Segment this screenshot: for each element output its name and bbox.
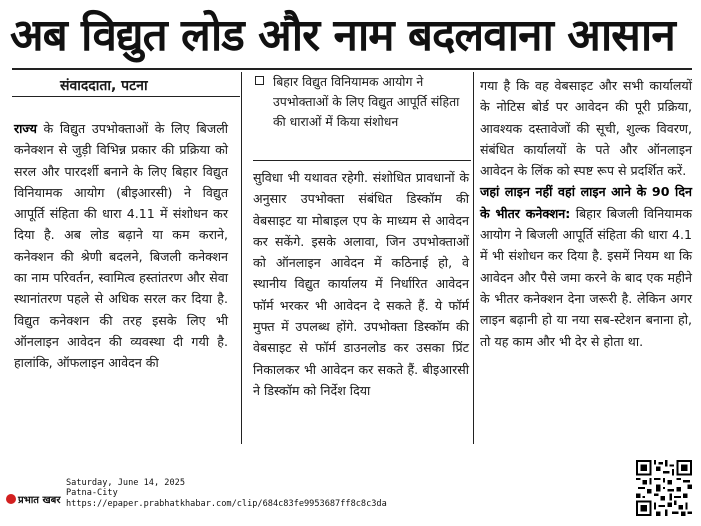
column-3-text-2: बिहार बिजली विनियामक आयोग ने बिजली आपूर्ति संहिता की धारा 4.1 में भी संशोधन कर दिया है. इसमें नियम था कि आवेदन और पैसे जमा करने के बाद एक महीने के भीतर कनेक्शन देना जरूरी है. लेकिन अगर लाइन बढ़ानी हो या नया सब-स्टेशन बनाना हो, तो यह काम और भी देर से होता था.	[480, 205, 692, 349]
lead-word: राज्य	[14, 121, 37, 136]
subheading: जहां लाइन नहीं वहां लाइन आने के 90 दिन के भीतर कनेक्शन:	[480, 184, 692, 221]
prabhat-khabar-logo	[6, 492, 61, 508]
column-2	[253, 167, 469, 401]
column-1-text: के विद्युत उपभोक्ताओं के लिए बिजली कनेक्शन से जुड़ी विभिन्न प्रकार की प्रक्रिया को सरल और पारदर्शी बनाने के लिए बिहार विद्युत विनियामक आयोग (बीइआरसी) ने विद्युत आपूर्ति संहिता की धारा 4.11 में संशोधन कर दिया है. अब लोड बढ़ाने या कम कराने, कनेक्शन की श्रेणी बदलने, बिजली कनेक्शन का नाम परिवर्तन, स्वामित्व हस्तांतरण और सेवा स्थानांतरण पहले से अधिक सरल कर दिया है. विद्युत कनेक्शन की तरह इसके लिए भी ऑनलाइन आवेदन की व्यवस्था दी गयी है. हालांकि, ऑफलाइन आवेदन की	[14, 121, 228, 371]
highlight-rule	[253, 160, 471, 161]
clip-url[interactable]: https://epaper.prabhatkhabar.com/clip/684c83fe9953687ff8c8c3da	[66, 498, 387, 509]
clip-edition: Patna-City	[66, 488, 118, 499]
clip-metadata	[66, 478, 387, 509]
byline: संवाददाता, पटना	[60, 78, 148, 94]
column-divider-2	[473, 72, 474, 444]
column-3	[480, 75, 692, 352]
logo-mark-icon	[6, 494, 16, 504]
headline-rule	[12, 68, 692, 70]
column-2-text: सुविधा भी यथावत रहेगी. संशोधित प्रावधानों के अनुसार उपभोक्ता संबंधित डिस्कॉम की वेबसाइट या मोबाइल एप के माध्यम से आवेदन कर सकेंगे. इसके अलावा, जिन उपभोक्ताओं को ऑनलाइन आवेदन में कठिनाई हो, वे स्थानीय विद्युत कार्यालय में निर्धारित आवेदन फॉर्म भरकर भी आवेदन दे सकते हैं. ये फॉर्म मुफ्त में उपलब्ध होंगे. उपभोक्ता डिस्कॉम की वेबसाइट से फॉर्म डाउनलोड कर उसका प्रिंट निकालकर भी आवेदन कर सकते हैं. बीइआरसी ने डिस्कॉम को निर्देश दिया	[253, 170, 469, 398]
headline: अब विद्युत लोड और नाम बदलवाना आसान	[10, 10, 675, 61]
byline-rule	[12, 96, 240, 97]
highlight-text: बिहार विद्युत विनियामक आयोग ने उपभोक्ताओं के लिए विद्युत आपूर्ति संहिता की धाराओं में किया संशोधन	[273, 74, 460, 129]
clip-date: Saturday, June 14, 2025	[66, 478, 185, 488]
column-1	[14, 118, 228, 374]
logo-text: प्रभात खबर	[18, 495, 61, 506]
column-3-text: गया है कि वह वेबसाइट और सभी कार्यालयों के नोटिस बोर्ड पर आवेदन की पूरी प्रक्रिया, आवश्यक दस्तावेजों की सूची, शुल्क विवरण, संबंधित कार्यालयों के पते और ऑनलाइन आवेदन के लिंक को स्पष्ट रूप से प्रदर्शित करें.	[480, 78, 692, 179]
column-divider-1	[241, 72, 242, 444]
highlight-box	[253, 72, 471, 160]
qr-code-icon[interactable]	[636, 460, 692, 516]
bullet-square-icon	[255, 76, 264, 85]
